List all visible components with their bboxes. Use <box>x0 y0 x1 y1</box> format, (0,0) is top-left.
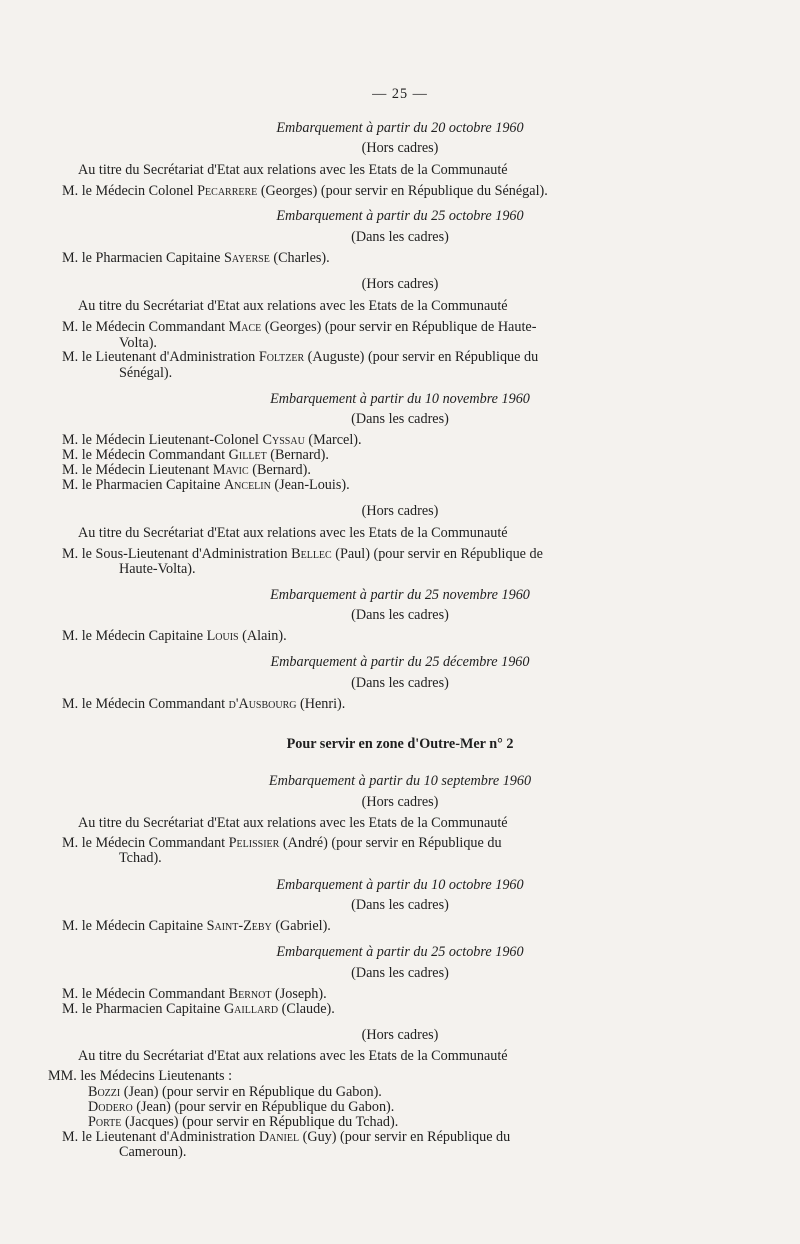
entry: M. le Médecin Lieutenant-Colonel Cyssau (Marcel). <box>62 432 362 448</box>
entry: M. le Médecin Capitaine Louis (Alain). <box>62 628 287 644</box>
entry: M. le Pharmacien Capitaine Gaillard (Claude). <box>62 1001 335 1017</box>
entry: M. le Lieutenant d'Administration Foltzer (Auguste) (pour servir en République du <box>62 349 539 365</box>
section-heading: Embarquement à partir du 25 novembre 1960 <box>270 587 530 603</box>
entry: M. le Pharmacien Capitaine Ancelin (Jean-Louis). <box>62 477 350 493</box>
section-heading: Embarquement à partir du 25 octobre 1960 <box>276 208 524 224</box>
section-subheading: (Dans les cadres) <box>351 965 449 981</box>
section-subheading: (Hors cadres) <box>361 794 439 810</box>
entry-continuation: Haute-Volta). <box>119 561 196 577</box>
ministry-line: Au titre du Secrétariat d'Etat aux relations avec les Etats de la Communauté <box>78 1048 508 1064</box>
entry: M. le Lieutenant d'Administration Daniel (Guy) (pour servir en République du <box>62 1129 511 1145</box>
section-heading: Embarquement à partir du 10 novembre 1960 <box>270 391 530 407</box>
ministry-line: Au titre du Secrétariat d'Etat aux relations avec les Etats de la Communauté <box>78 525 508 541</box>
section-subheading: (Dans les cadres) <box>351 229 449 245</box>
section-subheading: (Dans les cadres) <box>351 897 449 913</box>
entry: M. le Médecin Commandant Pelissier (André) (pour servir en République du <box>62 835 502 851</box>
entry: M. le Médecin Colonel Pecarrere (Georges) (pour servir en République du Sénégal). <box>62 183 548 199</box>
section-subheading: (Hors cadres) <box>361 1027 439 1043</box>
section-heading: Embarquement à partir du 20 octobre 1960 <box>276 120 524 136</box>
ministry-line: Au titre du Secrétariat d'Etat aux relations avec les Etats de la Communauté <box>78 815 508 831</box>
entry-continuation: Volta). <box>119 335 157 351</box>
section-heading: Embarquement à partir du 10 septembre 1960 <box>268 773 532 789</box>
ministry-line: Au titre du Secrétariat d'Etat aux relations avec les Etats de la Communauté <box>78 298 508 314</box>
entry: M. le Médecin Lieutenant Mavic (Bernard). <box>62 462 311 478</box>
page-number: — 25 — <box>372 86 428 102</box>
entry-continuation: Cameroun). <box>119 1144 187 1160</box>
section-subheading: (Dans les cadres) <box>351 607 449 623</box>
entry: Bozzi (Jean) (pour servir en République du Gabon). <box>88 1084 382 1100</box>
entry: M. le Pharmacien Capitaine Sayerse (Charles). <box>62 250 330 266</box>
entry-continuation: Tchad). <box>119 850 162 866</box>
section-heading: Embarquement à partir du 10 octobre 1960 <box>276 877 524 893</box>
section-heading: Embarquement à partir du 25 octobre 1960 <box>276 944 524 960</box>
entry: M. le Médecin Commandant Gillet (Bernard). <box>62 447 329 463</box>
entry: M. le Sous-Lieutenant d'Administration Bellec (Paul) (pour servir en République de <box>62 546 543 562</box>
entry: Dodero (Jean) (pour servir en République du Gabon). <box>88 1099 395 1115</box>
entry: Porte (Jacques) (pour servir en République du Tchad). <box>88 1114 399 1130</box>
entry: M. le Médecin Commandant Bernot (Joseph). <box>62 986 327 1002</box>
section-heading: Embarquement à partir du 25 décembre 1960 <box>270 654 530 670</box>
entry-continuation: Sénégal). <box>119 365 173 381</box>
section-subheading: (Hors cadres) <box>361 276 439 292</box>
ministry-line: Au titre du Secrétariat d'Etat aux relations avec les Etats de la Communauté <box>78 162 508 178</box>
zone-title: Pour servir en zone d'Outre-Mer n° 2 <box>286 736 514 752</box>
entry: M. le Médecin Commandant Mace (Georges) (pour servir en République de Haute- <box>62 319 537 335</box>
entry: M. le Médecin Commandant d'Ausbourg (Henri). <box>62 696 346 712</box>
entry: M. le Médecin Capitaine Saint-Zeby (Gabriel). <box>62 918 331 934</box>
section-subheading: (Dans les cadres) <box>351 411 449 427</box>
section-subheading: (Hors cadres) <box>361 503 439 519</box>
entry-list-heading: MM. les Médecins Lieutenants : <box>48 1068 233 1084</box>
section-subheading: (Hors cadres) <box>361 140 439 156</box>
section-subheading: (Dans les cadres) <box>351 675 449 691</box>
